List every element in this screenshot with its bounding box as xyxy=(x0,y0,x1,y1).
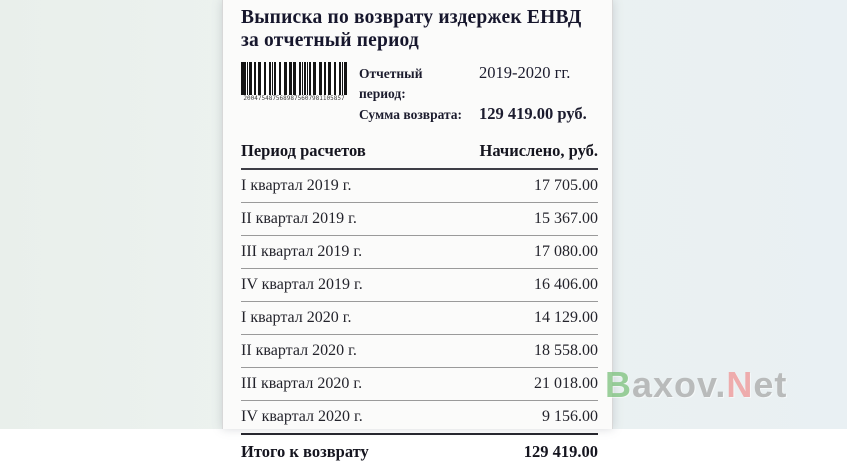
watermark-segment: N xyxy=(726,364,754,405)
total-label: Итого к возврату xyxy=(241,442,369,461)
row-period: IV квартал 2020 г. xyxy=(241,408,363,425)
table-row xyxy=(241,203,598,236)
barcode-digits: 2004754875689875607981105857 xyxy=(243,95,345,102)
total-row xyxy=(241,433,598,462)
table-row xyxy=(241,302,598,335)
row-period: III квартал 2019 г. xyxy=(241,243,363,260)
statement-document xyxy=(222,0,613,461)
document-title: Выписка по возврату издержек ЕНВД за отчетный период xyxy=(241,7,582,51)
barcode-bars-icon xyxy=(241,62,347,95)
row-period: II квартал 2020 г. xyxy=(241,342,357,359)
table-row xyxy=(241,335,598,368)
watermark-segment: B xyxy=(605,364,632,405)
row-period: I квартал 2019 г. xyxy=(241,177,352,194)
row-amount: 14 129.00 xyxy=(534,309,598,326)
document-meta xyxy=(241,62,598,125)
report-period-value: 2019-2020 гг. xyxy=(479,63,571,82)
refund-sum-value: 129 419.00 руб. xyxy=(479,104,587,123)
row-amount: 21 018.00 xyxy=(534,375,598,392)
refund-sum-row xyxy=(359,104,598,125)
barcode xyxy=(241,62,347,103)
refund-sum-label: Сумма возврата: xyxy=(359,107,463,122)
table-header-period: Период расчетов xyxy=(241,141,366,160)
table-header-row xyxy=(241,138,598,170)
table-header-amount: Начислено, руб. xyxy=(479,141,598,160)
row-period: III квартал 2020 г. xyxy=(241,375,363,392)
row-amount: 18 558.00 xyxy=(534,342,598,359)
calculations-table xyxy=(241,138,598,462)
summary-block xyxy=(359,62,598,125)
table-row xyxy=(241,236,598,269)
row-amount: 16 406.00 xyxy=(534,276,598,293)
table-row xyxy=(241,269,598,302)
row-amount: 17 080.00 xyxy=(534,243,598,260)
table-body xyxy=(241,170,598,433)
row-amount: 17 705.00 xyxy=(534,177,598,194)
table-row xyxy=(241,401,598,433)
table-row xyxy=(241,170,598,203)
watermark xyxy=(605,364,787,406)
row-period: IV квартал 2019 г. xyxy=(241,276,363,293)
total-amount: 129 419.00 xyxy=(523,442,598,461)
row-period: II квартал 2019 г. xyxy=(241,210,357,227)
row-period: I квартал 2020 г. xyxy=(241,309,352,326)
report-period-row xyxy=(359,63,598,104)
watermark-segment: axov. xyxy=(632,364,727,405)
report-period-label: Отчетный период: xyxy=(359,66,423,101)
row-amount: 9 156.00 xyxy=(542,408,598,425)
watermark-segment: et xyxy=(753,364,788,405)
row-amount: 15 367.00 xyxy=(534,210,598,227)
table-row xyxy=(241,368,598,401)
